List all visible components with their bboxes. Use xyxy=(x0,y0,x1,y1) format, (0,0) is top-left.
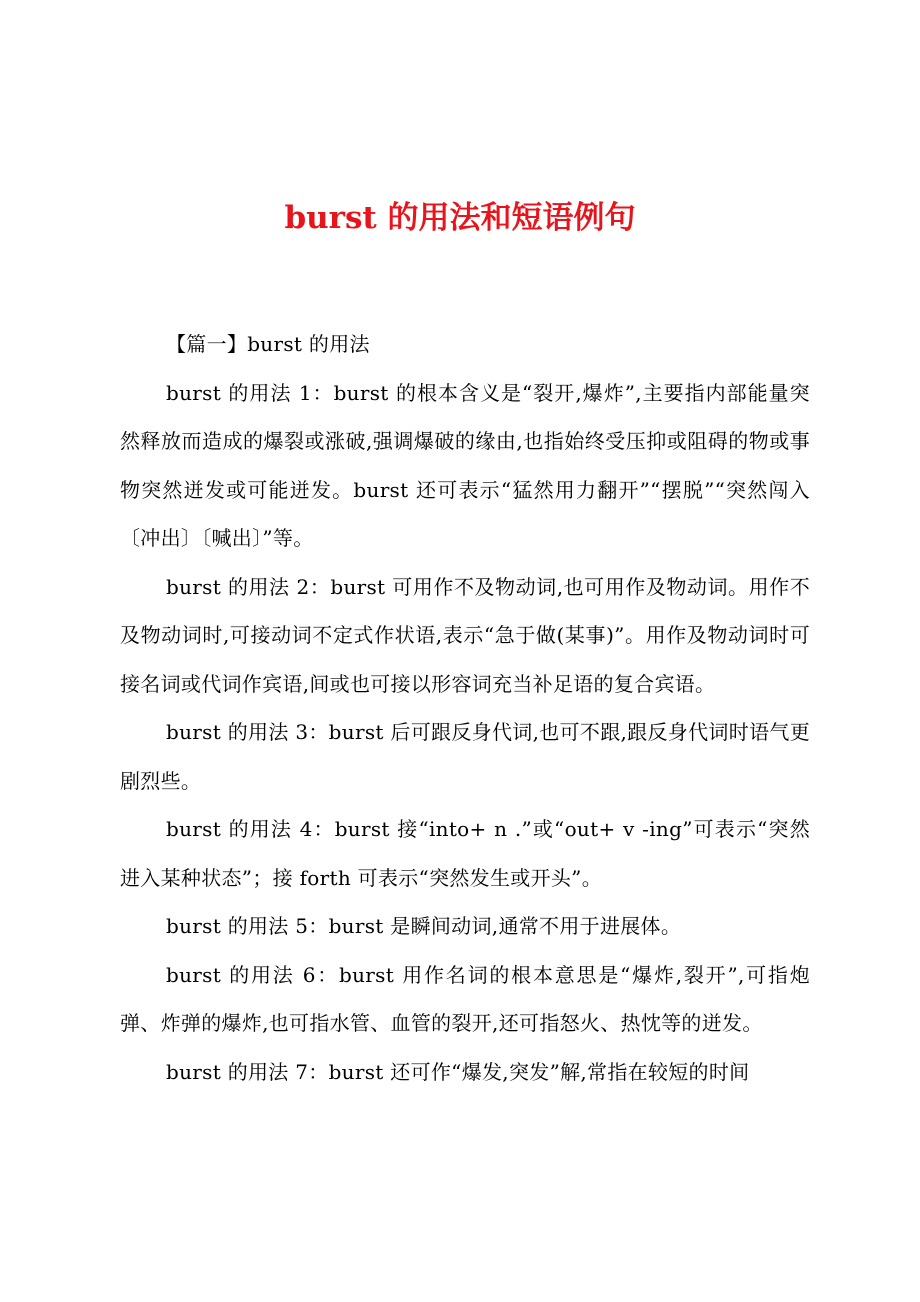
section-heading: 【篇一】burst 的用法 xyxy=(166,332,370,356)
document-body xyxy=(120,320,810,1096)
paragraph-usage-7: burst 的用法 7：burst 还可作“爆发,突发”解,常指在较短的时间 xyxy=(166,1059,750,1084)
paragraph-usage-6: burst 的用法 6：burst 用作名词的根本意思是“爆炸,裂开”,可指炮弹、炸弹的爆炸,也可指水管、血管的裂开,还可指怒火、热忱等的迸发。 xyxy=(120,962,810,1035)
paragraph-usage-5: burst 的用法 5：burst 是瞬间动词,通常不用于进展体。 xyxy=(166,914,682,938)
paragraph-usage-1: burst 的用法 1：burst 的根本含义是“裂开,爆炸”,主要指内部能量突然释放而造成的爆裂或涨破,强调爆破的缘由,也指始终受压抑或阻碍的物或事物突然迸发或可能迸发。burst 还可表示“猛然用力翻开”“摆脱”“突然闯入〔冲出〕〔喊出〕”等。 xyxy=(120,380,810,550)
paragraph-usage-3: burst 的用法 3：burst 后可跟反身代词,也可不跟,跟反身代词时语气更剧烈些。 xyxy=(120,720,810,793)
paragraph-usage-4: burst 的用法 4：burst 接“into+ n .”或“out+ v -ing”可表示“突然进入某种状态”；接 forth 可表示“突然发生或开头”。 xyxy=(120,817,810,890)
document-title: burst 的用法和短语例句 xyxy=(284,200,636,236)
paragraph-usage-2: burst 的用法 2：burst 可用作不及物动词,也可用作及物动词。用作不及物动词时,可接动词不定式作状语,表示“急于做(某事)”。用作及物动词时可接名词或代词作宾语,间或也可接以形容词充当补足语的复合宾语。 xyxy=(120,574,810,696)
